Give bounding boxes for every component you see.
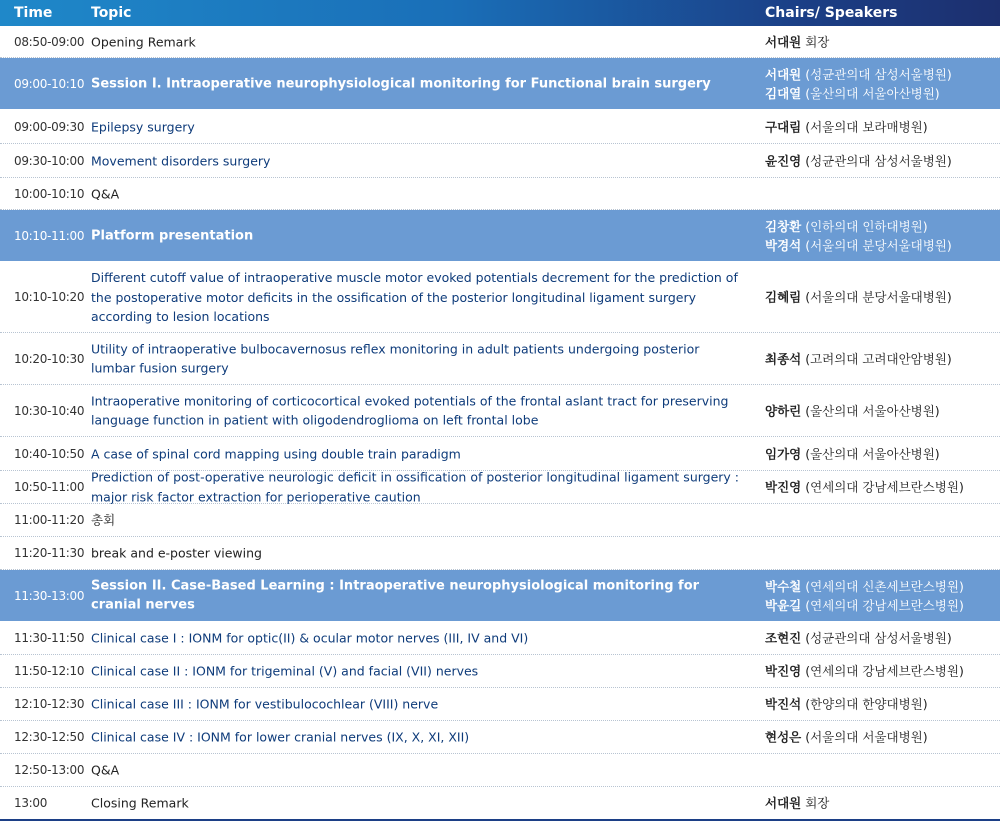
speaker-affiliation: (서울의대 보라매병원) [801, 119, 928, 134]
speaker [765, 478, 995, 497]
row-time: 10:50-11:00 [14, 480, 85, 494]
row-topic: 총회 [91, 512, 116, 528]
row-topic: Q&A [91, 185, 120, 201]
speaker-affiliation: (고려의대 고려대안암병원) [801, 351, 952, 366]
session-row [0, 210, 1000, 262]
speaker [765, 151, 995, 170]
table-row [0, 262, 1000, 333]
row-time: 11:30-13:00 [14, 588, 85, 603]
table-row [0, 754, 1000, 787]
table-row [0, 655, 1000, 688]
row-topic: Session II. Case-Based Learning : Intraoperative neurophysiological monitoring for cranial nerves [91, 578, 700, 613]
speaker-name: 윤진영 [765, 153, 802, 168]
row-speakers [765, 695, 995, 714]
speaker [765, 794, 995, 813]
speaker [765, 596, 995, 615]
table-row [0, 787, 1000, 820]
speaker-name: 현성은 [765, 729, 802, 745]
speaker-affiliation: (한양의대 한양대병원) [801, 696, 928, 712]
row-time: 08:50-09:00 [14, 34, 85, 49]
speaker-name: 박진석 [765, 696, 802, 712]
speaker-affiliation: (성균관의대 삼성서울병원) [801, 153, 952, 168]
row-time: 12:10-12:30 [14, 697, 85, 711]
speaker-name: 김대열 [765, 85, 802, 101]
table-row [0, 537, 1000, 570]
row-speakers [765, 151, 995, 170]
header-topic: Topic [91, 5, 132, 21]
speaker-name: 박수철 [765, 578, 802, 594]
speaker-name: 김혜림 [765, 289, 802, 305]
speaker [765, 288, 995, 307]
row-speakers [765, 728, 995, 747]
row-time: 10:40-10:50 [14, 446, 85, 461]
row-time: 09:00-09:30 [14, 119, 85, 134]
row-speakers [765, 478, 995, 497]
table-row [0, 471, 1000, 504]
speaker-affiliation: (연세의대 신촌세브란스병원) [801, 578, 964, 594]
speaker [765, 84, 995, 103]
row-time: 10:00-10:10 [14, 186, 85, 201]
row-topic: Platform presentation [91, 227, 254, 243]
speaker [765, 236, 995, 255]
row-topic: Opening Remark [91, 33, 196, 49]
table-header [0, 0, 1000, 26]
row-topic: Prediction of post-operative neurologic deficit in ossification of posterior longitudinal ligament surgery : major risk factor extraction for perioperative caution [91, 469, 740, 504]
row-time: 10:30-10:40 [14, 403, 85, 418]
speaker-name: 서대원 [765, 795, 802, 811]
speaker-name: 양하린 [765, 403, 802, 418]
table-body [0, 26, 1000, 820]
table-row [0, 721, 1000, 754]
speaker-affiliation: (서울의대 서울대병원) [801, 729, 928, 745]
speaker [765, 32, 995, 51]
speaker-affiliation: (울산의대 서울아산병원) [801, 446, 940, 461]
row-speakers [765, 32, 995, 51]
speaker [765, 629, 995, 648]
speaker-name: 박경석 [765, 237, 802, 253]
row-topic: Intraoperative monitoring of corticocortical evoked potentials of the frontal aslant tract for preserving language function in patient with oligodendroglioma on left frontal lobe [91, 393, 729, 428]
row-speakers [765, 65, 995, 103]
speaker-name: 박윤길 [765, 597, 802, 613]
speaker-name: 조현진 [765, 630, 802, 646]
table-row [0, 688, 1000, 721]
speaker [765, 695, 995, 714]
row-speakers [765, 288, 995, 307]
table-row [0, 385, 1000, 437]
table-row [0, 178, 1000, 210]
row-topic: Q&A [91, 762, 120, 778]
table-row [0, 437, 1000, 471]
speaker-affiliation: (성균관의대 삼성서울병원) [801, 630, 952, 646]
speaker [765, 662, 995, 681]
speaker [765, 401, 995, 420]
table-row [0, 26, 1000, 58]
row-topic: A case of spinal cord mapping using double train paradigm [91, 445, 461, 461]
table-bottom-border [0, 819, 1000, 821]
speaker [765, 728, 995, 747]
row-time: 10:10-11:00 [14, 228, 85, 243]
speaker-affiliation: (연세의대 강남세브란스병원) [801, 597, 964, 613]
speaker [765, 65, 995, 84]
speaker-name: 서대원 [765, 34, 802, 49]
row-speakers [765, 217, 995, 255]
row-time: 12:50-13:00 [14, 763, 85, 777]
speaker-affiliation: (연세의대 강남세브란스병원) [801, 479, 964, 495]
row-time: 13:00 [14, 796, 48, 810]
speaker [765, 577, 995, 596]
row-speakers [765, 662, 995, 681]
speaker-name: 구대림 [765, 119, 802, 134]
row-time: 09:00-10:10 [14, 76, 85, 91]
row-topic: Epilepsy surgery [91, 118, 195, 134]
table-row [0, 622, 1000, 655]
speaker-affiliation: (울산의대 서울아산병원) [801, 403, 940, 418]
session-row [0, 570, 1000, 622]
row-topic: Closing Remark [91, 795, 189, 811]
speaker-affiliation: (울산의대 서울아산병원) [801, 85, 940, 101]
speaker [765, 349, 995, 368]
speaker-affiliation: (서울의대 분당서울대병원) [801, 289, 952, 305]
row-time: 11:30-11:50 [14, 631, 85, 645]
speaker-affiliation: 회장 [801, 34, 830, 49]
row-time: 11:20-11:30 [14, 546, 85, 560]
header-speakers: Chairs/ Speakers [765, 5, 898, 21]
row-topic: break and e-poster viewing [91, 545, 262, 561]
row-topic: Movement disorders surgery [91, 152, 271, 168]
speaker-name: 김창환 [765, 218, 802, 234]
speaker-affiliation: (연세의대 강남세브란스병원) [801, 663, 964, 679]
table-row [0, 333, 1000, 385]
row-speakers [765, 794, 995, 813]
session-row [0, 58, 1000, 110]
row-time: 10:10-10:20 [14, 290, 85, 304]
row-topic: Clinical case IV : IONM for lower cranial nerves (IX, X, XI, XII) [91, 729, 470, 745]
row-speakers [765, 117, 995, 136]
speaker [765, 217, 995, 236]
row-speakers [765, 577, 995, 615]
row-topic: Clinical case II : IONM for trigeminal (V) and facial (VII) nerves [91, 663, 479, 679]
row-topic: Clinical case III : IONM for vestibulocochlear (VIII) nerve [91, 696, 439, 712]
row-time: 09:30-10:00 [14, 153, 85, 168]
row-topic: Different cutoff value of intraoperative muscle motor evoked potentials decrement for the prediction of the postoperative motor deficits in the ossification of the posterior longitudinal ligament surgery according to lesion locations [91, 269, 738, 324]
row-time: 12:30-12:50 [14, 730, 85, 744]
row-time: 11:50-12:10 [14, 664, 85, 678]
row-topic: Clinical case I : IONM for optic(II) & ocular motor nerves (III, IV and VI) [91, 630, 529, 646]
table-row [0, 110, 1000, 144]
row-topic: Session I. Intraoperative neurophysiological monitoring for Functional brain surgery [91, 75, 711, 91]
row-topic: Utility of intraoperative bulbocavernosus reflex monitoring in adult patients undergoing posterior lumbar fusion surgery [91, 341, 700, 376]
table-row [0, 144, 1000, 178]
speaker-name: 서대원 [765, 66, 802, 82]
speaker-name: 최종석 [765, 351, 802, 366]
row-speakers [765, 401, 995, 420]
row-speakers [765, 444, 995, 463]
speaker-name: 박진영 [765, 663, 802, 679]
speaker [765, 117, 995, 136]
speaker-name: 박진영 [765, 479, 802, 495]
header-time: Time [14, 5, 53, 21]
speaker-affiliation: 회장 [801, 795, 830, 811]
speaker-affiliation: (인하의대 인하대병원) [801, 218, 928, 234]
row-speakers [765, 629, 995, 648]
speaker [765, 444, 995, 463]
speaker-affiliation: (서울의대 분당서울대병원) [801, 237, 952, 253]
speaker-name: 임가영 [765, 446, 802, 461]
row-speakers [765, 349, 995, 368]
row-time: 11:00-11:20 [14, 513, 85, 527]
speaker-affiliation: (성균관의대 삼성서울병원) [801, 66, 952, 82]
table-row [0, 504, 1000, 537]
row-time: 10:20-10:30 [14, 351, 85, 366]
